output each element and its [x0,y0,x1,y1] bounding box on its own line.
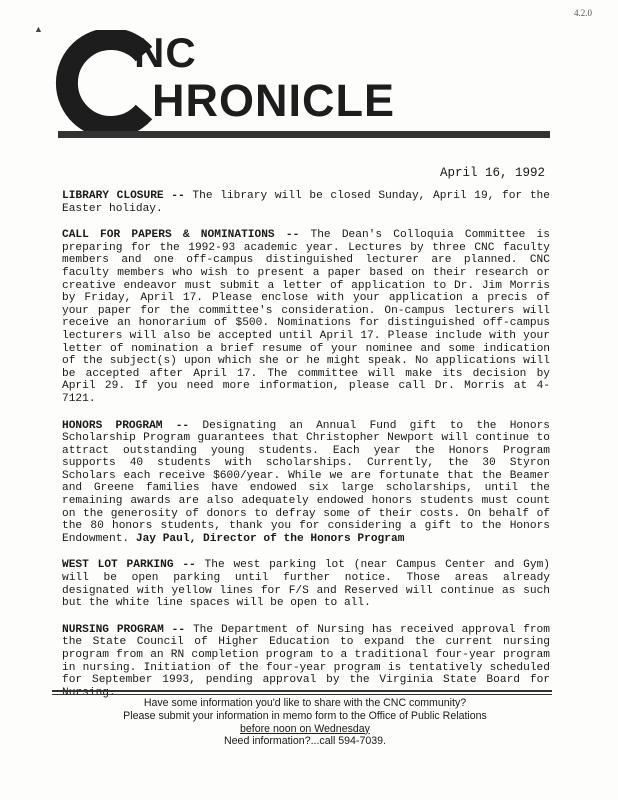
corner-note: 4.2.0 [574,8,592,18]
footer [40,697,570,748]
masthead-line1: NC [134,29,197,76]
article-text: The library will be closed Sunday, April 19, for the Easter holiday. [62,190,550,215]
footer-line2: Please submit your information in memo form to the Office of Public Relations [123,709,487,722]
masthead [52,30,552,135]
footer-line1: Have some information you'd like to share with the CNC community? [143,697,467,709]
article-call-for-papers [62,229,550,405]
article-library-closure [62,190,550,215]
article-heading: WEST LOT PARKING -- [62,559,196,572]
issue-date: April 16, 1992 [440,166,546,180]
article-text: The Department of Nursing has received approval from the State Council of Higher Education to expand the current nursing program from an RN completion program to a traditional four-year program in nursing. Initiation of the four-year program is tentatively scheduled for September 1993, pending approval by the Virginia State Board for Nursing. [62,623,550,699]
margin-mark: ▲ [34,24,43,34]
article-west-lot-parking [62,559,550,609]
article-heading: LIBRARY CLOSURE -- [62,190,185,202]
article-nursing-program [62,624,550,700]
article-honors-program [62,420,550,546]
footer-contact: Need information?...call 594-7039. [224,735,386,748]
footer-rule [52,690,552,695]
article-heading: NURSING PROGRAM -- [62,623,186,636]
article-text: The west parking lot (near Campus Center and Gym) will be open parking until further notice. Those areas already designated with yellow lines for F/S and Reserved will continue as such but the white line spaces will be open to all. [62,559,550,610]
article-heading: HONORS PROGRAM -- [62,419,190,432]
masthead-rule [58,131,550,138]
article-heading: CALL FOR PAPERS & NOMINATIONS -- [62,229,300,242]
footer-deadline: before noon on Wednesday [240,722,370,735]
masthead-line2: HRONICLE [152,75,395,126]
article-text: The Dean's Colloquia Committee is preparing for the 1992-93 academic year. Lectures by three CNC faculty members and one off-campus distinguished lecturer are planned. CNC faculty members who wish to present a paper based on their research or creative endeavor must submit a letter of application to Dr. Jim Morris by Friday, April 17. Please enclose with your application a precis of your paper for the committee's consideration. On-campus lecturers will receive an honorarium of $500. Nominations for distinguished off-campus lecturers will also be accepted until April 17. Please include with your letter of nomination a brief resume of your nominee and some indication of the subject(s) upon which she or he might speak. No applications will be accepted after April 17. The committee will make its decision by April 29. If you need more information, please call Dr. Morris at 4-7121. [62,229,550,405]
article-text: Designating an Annual Fund gift to the Honors Scholarship Program guarantees that Christopher Newport will continue to attract outstanding young students. Each year the Honors Program supports 40 students with scholarships. Currently, the 30 Styron Scholars each receive $600/year. While we are fortunate that the Beamer and Greene families have endowed six large scholarships, until the remaining awards are also adequately endowed honors students must count on the generosity of donors to defray some of their costs. On behalf of the 80 honors students, thank you for considering a gift to the Honors Endowment. [62,419,550,545]
article-list [62,190,550,713]
article-signature: Jay Paul, Director of the Honors Program [135,532,405,545]
